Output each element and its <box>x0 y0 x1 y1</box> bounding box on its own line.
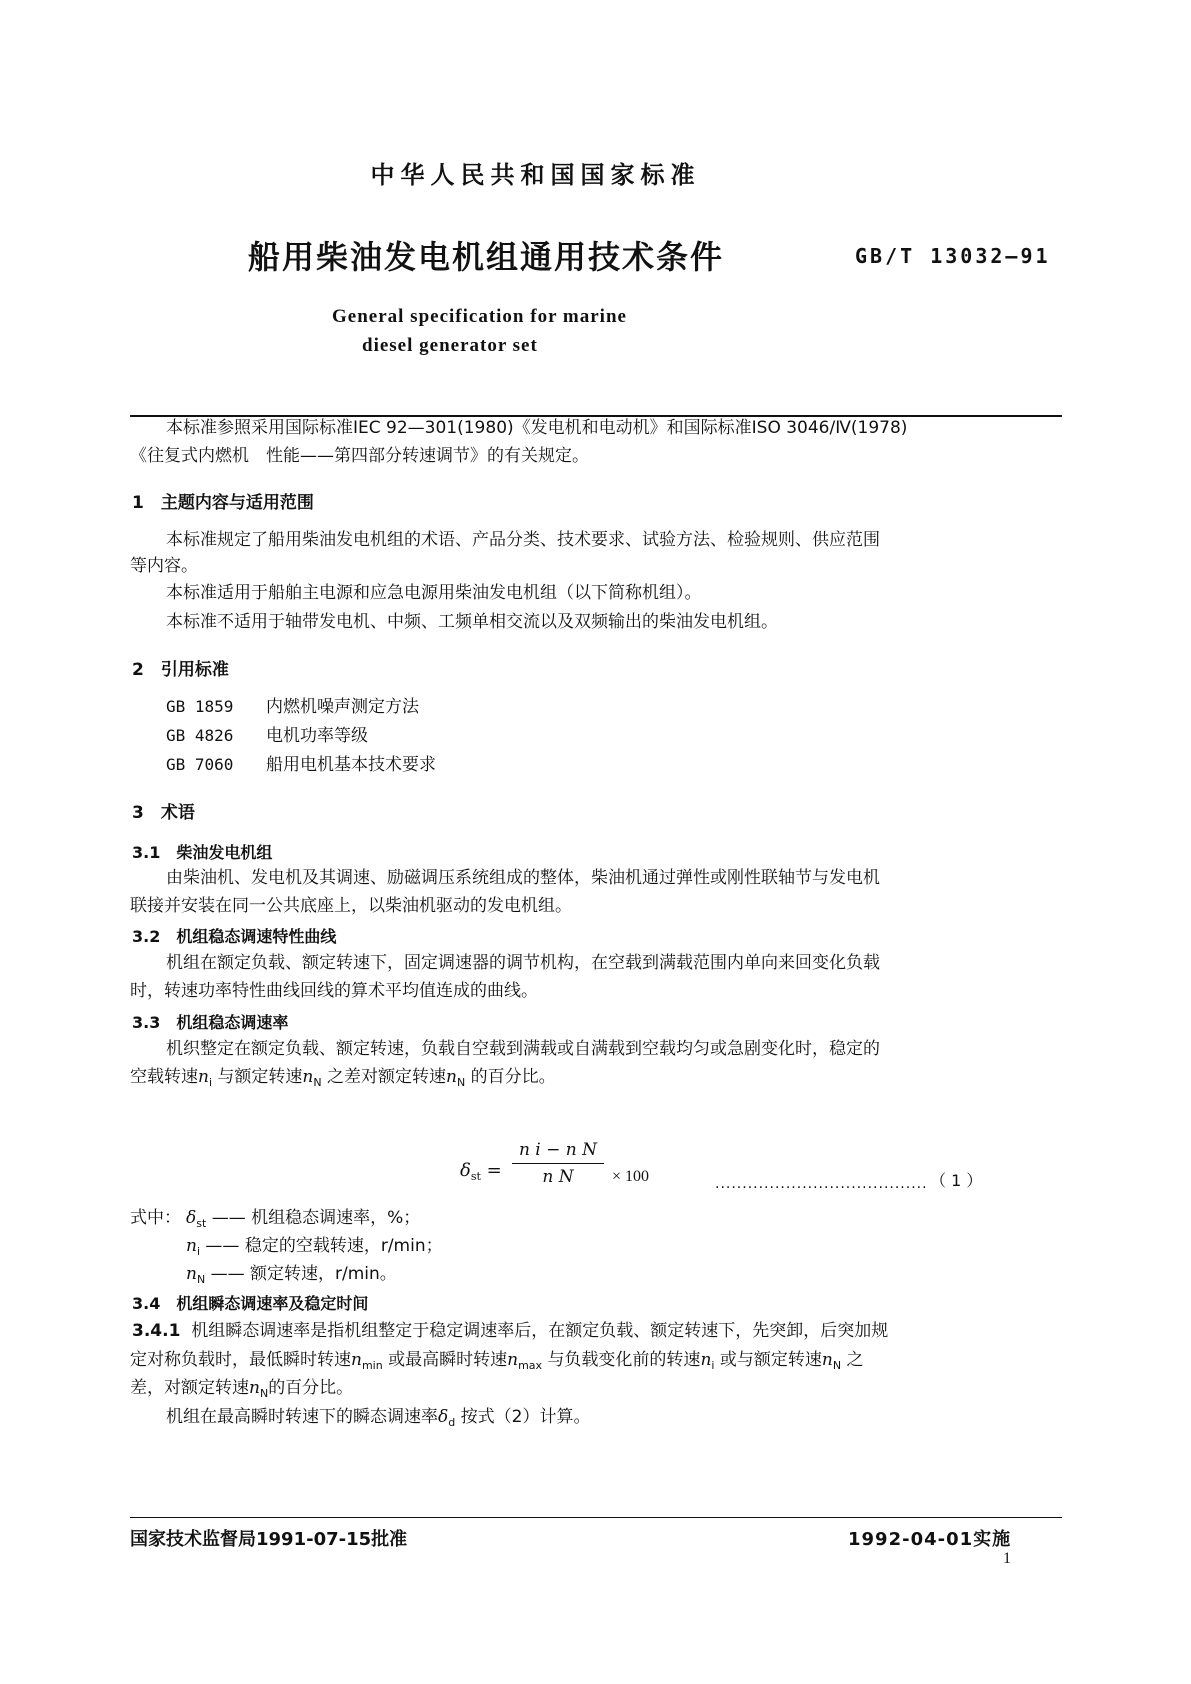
where-subscript: N <box>196 1273 206 1286</box>
text-span: 空载转速 <box>130 1067 198 1087</box>
standard-code: GB/T 13032—91 <box>855 244 1051 268</box>
text-span: 之 <box>846 1350 864 1370</box>
formula-numerator: n i − n N <box>518 1140 598 1160</box>
formula-lhs: $\delta_{st}$ = <box>460 1160 502 1183</box>
text-span: 定对称负载时，最低瞬时转速 <box>130 1350 351 1370</box>
section-3-heading: 3 术语 <box>132 803 195 823</box>
section-3-3-line1: 机织整定在额定负载、额定转速，负载自空载到满载或自满载到空载均匀或急剧变化时，稳定的 <box>166 1039 880 1059</box>
reference-code: GB 1859 <box>166 697 234 716</box>
document-title-cn: 船用柴油发电机组通用技术条件 <box>248 238 725 276</box>
text-span: 机组瞬态调速率是指机组整定于稳定调速率后，在额定负载、额定转速下，先突卸，后突加规 <box>191 1321 889 1341</box>
text-span: 机组在最高瞬时转速下的瞬态调速率 <box>166 1407 438 1427</box>
section-3-2-line1: 机组在额定负载、额定转速下，固定调速器的调节机构，在空载到满载范围内单向来回变化负载 <box>166 953 880 973</box>
text-span: 与负载变化前的转速 <box>547 1350 701 1370</box>
reference-item <box>166 755 436 775</box>
section-1-p1-line2: 等内容。 <box>130 556 198 576</box>
text-span: 按式（2）计算。 <box>460 1407 591 1427</box>
text-span: 之差对额定转速 <box>327 1067 447 1087</box>
section-3-2-heading: 3.2 机组稳态调速特性曲线 <box>132 927 337 946</box>
page-number: 1 <box>1003 1550 1011 1567</box>
section-3-3-heading: 3.3 机组稳态调速率 <box>132 1013 289 1032</box>
national-standard-heading: 中华人民共和国国家标准 <box>370 161 701 189</box>
effective-date: 1992-04-01实施 <box>848 1529 1012 1550</box>
document-title-en-line2: diesel generator set <box>362 335 538 356</box>
where-symbol: δ <box>186 1208 197 1228</box>
reference-item <box>166 726 368 746</box>
section-3-3-line2: 空载转速$n_i$ 与额定转速$n_N$ 之差对额定转速$n_N$ 的百分比。 <box>130 1067 556 1089</box>
reference-title: 电机功率等级 <box>266 726 368 746</box>
formula-denominator: n N <box>542 1167 574 1187</box>
where-symbol: n <box>186 1264 197 1284</box>
where-label: 式中： <box>130 1208 181 1228</box>
header-divider <box>130 415 1062 417</box>
where-item <box>186 1236 443 1262</box>
where-item <box>186 1264 397 1290</box>
text-span: 的百分比。 <box>268 1378 354 1398</box>
document-title-en-line1: General specification for marine <box>332 306 627 327</box>
approval-date: 国家技术监督局1991-07-15批准 <box>130 1529 408 1550</box>
reference-code: GB 4826 <box>166 726 234 745</box>
delta-subscript: st <box>470 1170 481 1183</box>
reference-code: GB 7060 <box>166 755 234 774</box>
section-3-1-line1: 由柴油机、发电机及其调速、励磁调压系统组成的整体，柴油机通过弹性或刚性联轴节与发电机 <box>166 868 880 888</box>
text-span: 差，对额定转速 <box>130 1378 249 1398</box>
section-2-heading: 2 引用标准 <box>132 660 229 680</box>
text-span: 的百分比。 <box>470 1067 556 1087</box>
text-span: 或与额定转速 <box>719 1350 822 1370</box>
where-subscript: st <box>196 1217 207 1230</box>
section-3-1-line2: 联接并安装在同一公共底座上，以柴油机驱动的发电机组。 <box>130 896 572 916</box>
delta-symbol: δ <box>460 1160 471 1181</box>
where-description: —— 额定转速，r/min。 <box>210 1264 397 1284</box>
section-3-1-heading: 3.1 柴油发电机组 <box>132 843 273 862</box>
section-3-4-1-line3: 差，对额定转速$n_N$的百分比。 <box>130 1378 354 1400</box>
section-3-2-line2: 时，转速功率特性曲线回线的算术平均值连成的曲线。 <box>130 981 538 1001</box>
formula-fraction <box>512 1140 604 1187</box>
where-description: —— 稳定的空载转速，r/min； <box>205 1236 443 1256</box>
formula-multiplier: × 100 <box>612 1168 650 1185</box>
intro-line1: 本标准参照采用国际标准IEC 92—301(1980)《发电机和电动机》和国际标准ISO 3046/Ⅳ(1978) <box>166 418 908 438</box>
where-subscript: i <box>196 1245 201 1258</box>
text-span: 与额定转速 <box>217 1067 303 1087</box>
text-span: 或最高瞬时转速 <box>388 1350 508 1370</box>
section-3-4-1-line1 <box>132 1321 888 1341</box>
section-3-4-1-number: 3.4.1 <box>132 1321 181 1341</box>
where-description: —— 机组稳态调速率，%； <box>211 1208 421 1228</box>
intro-line2: 《往复式内燃机 性能——第四部分转速调节》的有关规定。 <box>130 446 589 466</box>
formula-number: （ 1 ） <box>930 1171 983 1190</box>
reference-title: 船用电机基本技术要求 <box>266 755 436 775</box>
fraction-bar <box>512 1163 604 1164</box>
formula-leader-dots: ······································· <box>715 1180 928 1196</box>
section-1-p3: 本标准不适用于轴带发电机、中频、工频单相交流以及双频输出的柴油发电机组。 <box>166 612 778 632</box>
where-symbol: n <box>186 1236 197 1256</box>
section-1-p1-line1: 本标准规定了船用柴油发电机组的术语、产品分类、技术要求、试验方法、检验规则、供应范围 <box>166 530 880 550</box>
footer-divider <box>130 1517 1062 1518</box>
reference-item <box>166 697 419 717</box>
section-3-4-heading: 3.4 机组瞬态调速率及稳定时间 <box>132 1294 369 1313</box>
section-1-p2: 本标准适用于船舶主电源和应急电源用柴油发电机组（以下简称机组）。 <box>166 583 702 603</box>
section-3-4-1-line4: 机组在最高瞬时转速下的瞬态调速率$\delta_d$ 按式（2）计算。 <box>166 1407 591 1429</box>
section-3-4-1-line2: 定对称负载时，最低瞬时转速$n_{min}$ 或最高瞬时转速$n_{max}$ 与负载变化前的转速$n_i$ 或与额定转速$n_N$ 之 <box>130 1350 864 1372</box>
reference-title: 内燃机噪声测定方法 <box>266 697 419 717</box>
section-1-heading: 1 主题内容与适用范围 <box>132 493 314 513</box>
where-item <box>186 1208 420 1234</box>
